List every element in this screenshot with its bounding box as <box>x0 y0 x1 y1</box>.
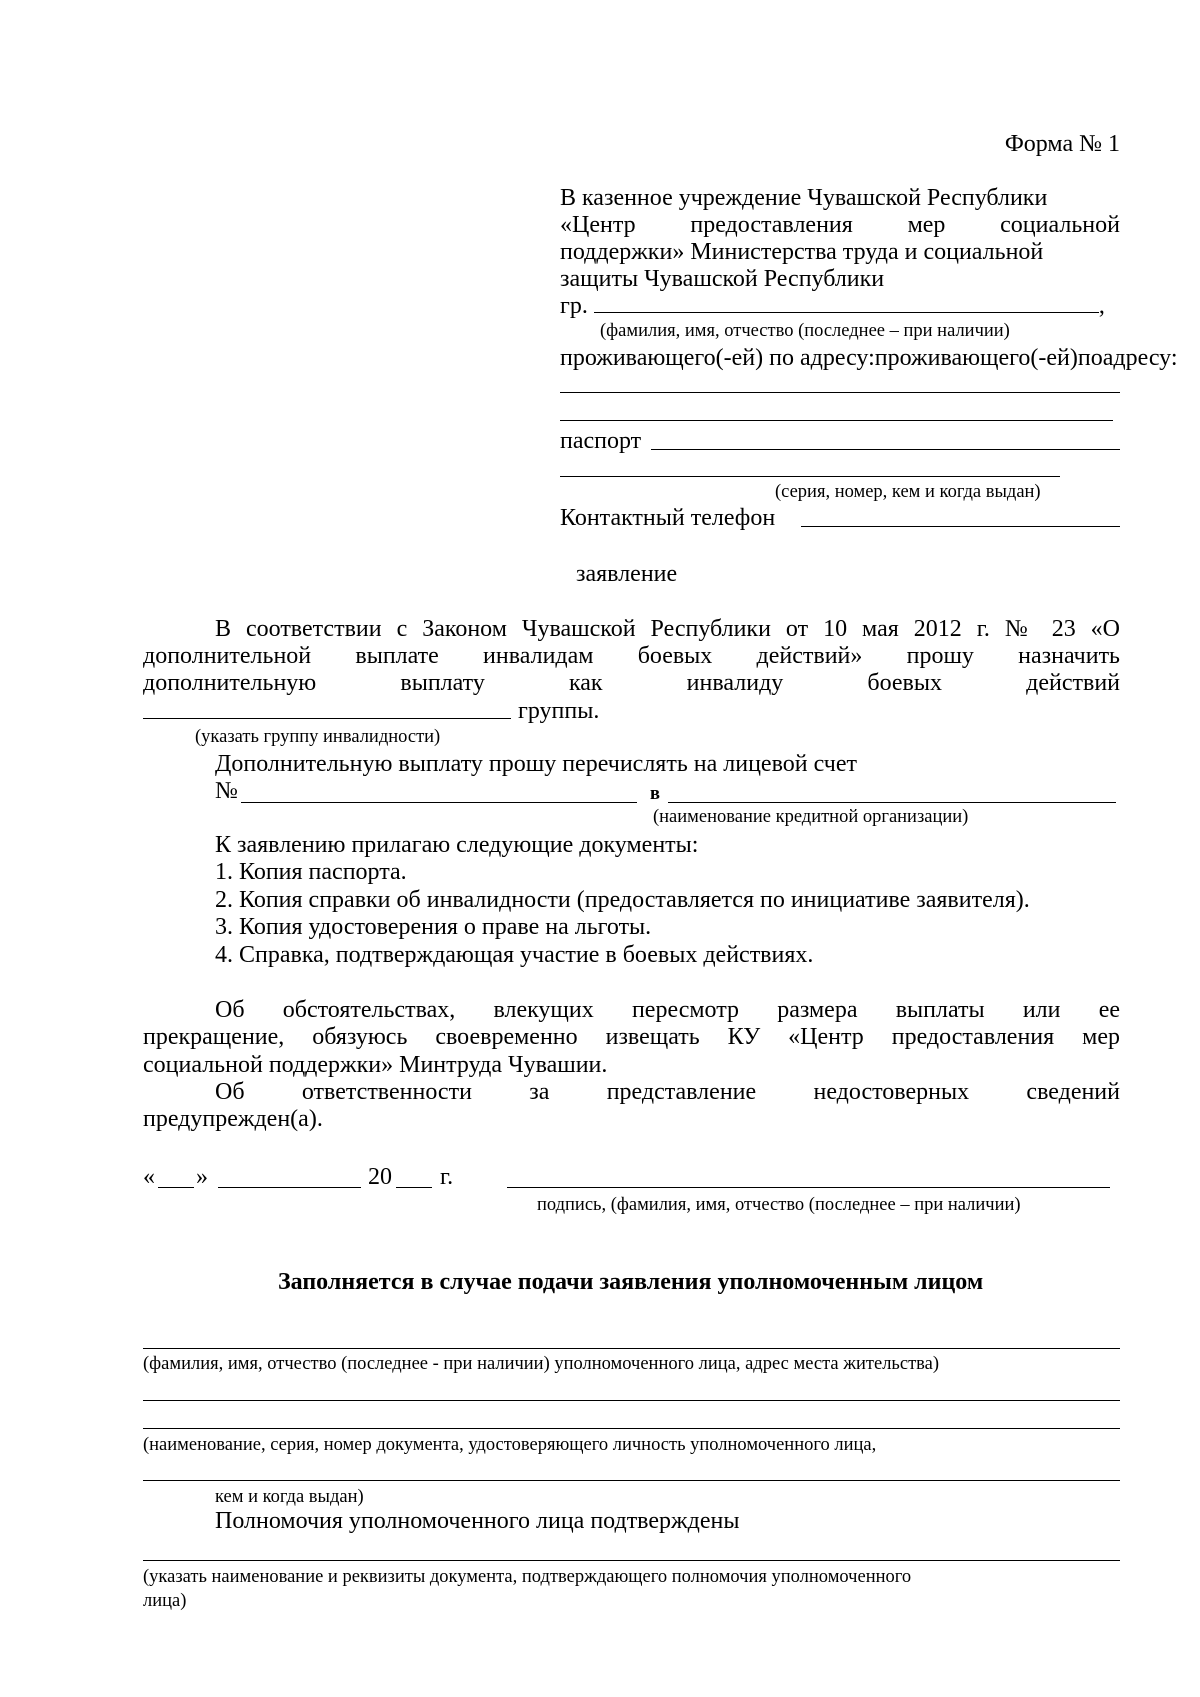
passport-field-line-2[interactable] <box>560 476 1060 477</box>
citizen-name-field[interactable] <box>594 292 1099 313</box>
proxy-hint-4-line-1: (указать наименование и реквизиты документа, подтверждающего полномочия уполномоченного <box>143 1567 912 1587</box>
form-number: Форма № 1 <box>1004 131 1120 157</box>
account-number-field[interactable] <box>241 802 637 803</box>
para1-line-3: дополнительную выплату как инвалиду боевых действий <box>143 670 1120 696</box>
attachment-item: 1. Копия паспорта. <box>215 859 407 885</box>
account-line: Дополнительную выплату прошу перечислять на лицевой счет <box>215 751 857 777</box>
word: по <box>1077 345 1103 371</box>
passport-line <box>560 427 1120 455</box>
signature-field[interactable] <box>507 1187 1110 1188</box>
passport-hint: (серия, номер, кем и когда выдан) <box>775 482 1041 502</box>
para1-line-1: В соответствии с Законом Чувашской Республики от 10 мая 2012 г. № 23 «О <box>215 616 1120 642</box>
date-century: 20 <box>368 1164 392 1190</box>
proxy-hint-1: (фамилия, имя, отчество (последнее - при наличии) уполномоченного лица, адрес места жительства) <box>143 1354 940 1374</box>
addressee-line-3: поддержки» Министерства труда и социальной <box>560 239 1044 265</box>
attachments-title: К заявлению прилагаю следующие документы: <box>215 832 699 858</box>
word: проживающего(-ей) <box>874 345 1078 371</box>
disability-group-field[interactable] <box>143 718 511 719</box>
proxy-hint-4-line-2: лица) <box>143 1591 187 1611</box>
phone-label: Контактный телефон <box>560 505 776 531</box>
citizen-suffix: , <box>1098 293 1105 319</box>
word: мер <box>907 212 946 238</box>
addressee-line-2 <box>560 211 1120 239</box>
address-field-line-1[interactable] <box>560 392 1120 393</box>
passport-field-line-1[interactable] <box>651 449 1120 450</box>
attachment-item: 4. Справка, подтверждающая участие в боевых действиях. <box>215 942 814 968</box>
bank-hint: (наименование кредитной организации) <box>653 807 969 827</box>
document-title: заявление <box>576 561 678 587</box>
phone-field-line[interactable] <box>801 526 1120 527</box>
date-open: « <box>143 1164 155 1190</box>
address-label <box>560 344 1178 372</box>
signature-hint: подпись, (фамилия, имя, отчество (последнее – при наличии) <box>537 1195 1021 1215</box>
proxy-heading: Заполняется в случае подачи заявления уполномоченным лицом <box>278 1269 984 1295</box>
proxy-authority: Полномочия уполномоченного лица подтверждены <box>215 1508 740 1534</box>
para1-line-2: дополнительной выплате инвалидам боевых действий» прошу назначить <box>143 643 1120 669</box>
proxy-hint-2: (наименование, серия, номер документа, удостоверяющего личность уполномоченного лица, <box>143 1435 877 1455</box>
date-year-field[interactable] <box>396 1187 432 1188</box>
addressee-line-1: В казенное учреждение Чувашской Республики <box>560 185 1048 211</box>
date-close: » <box>196 1164 208 1190</box>
para2-line-2: прекращение, обязуюсь своевременно извещать КУ «Центр предоставления мер <box>143 1024 1120 1050</box>
bank-name-field[interactable] <box>668 802 1116 803</box>
proxy-document-field[interactable] <box>143 1428 1120 1429</box>
proxy-address-field[interactable] <box>143 1400 1120 1401</box>
account-number-prefix: № <box>215 778 238 804</box>
addressee-line-4: защиты Чувашской Республики <box>560 266 885 292</box>
proxy-authority-field[interactable] <box>143 1560 1120 1561</box>
passport-label: паспорт <box>560 428 642 454</box>
proxy-name-field[interactable] <box>143 1348 1120 1349</box>
word: социальной <box>1000 212 1120 238</box>
word: адресу: <box>1102 345 1178 371</box>
word: «Центр <box>560 212 636 238</box>
attachment-item: 2. Копия справки об инвалидности (предоставляется по инициативе заявителя). <box>215 887 1030 913</box>
word: предоставления <box>690 212 853 238</box>
citizen-prefix: гр. <box>560 293 588 319</box>
date-month-field[interactable] <box>218 1187 361 1188</box>
citizen-line <box>560 292 1120 320</box>
para3-line-1: Об ответственности за представление недостоверных сведений <box>215 1079 1120 1105</box>
para3-line-2: предупрежден(а). <box>143 1106 323 1132</box>
group-hint: (указать группу инвалидности) <box>195 727 441 747</box>
para2-line-1: Об обстоятельствах, влекущих пересмотр размера выплаты или ее <box>215 997 1120 1023</box>
para2-line-3: социальной поддержки» Минтруда Чувашии. <box>143 1052 608 1078</box>
address-field-line-2[interactable] <box>560 420 1113 421</box>
group-suffix: группы. <box>518 698 600 724</box>
address-label-text: проживающего(-ей) по адресу: <box>560 345 875 371</box>
date-day-field[interactable] <box>158 1187 194 1188</box>
proxy-issued-field[interactable] <box>143 1480 1120 1481</box>
attachment-item: 3. Копия удостоверения о праве на льготы. <box>215 914 652 940</box>
phone-line <box>560 504 775 532</box>
proxy-hint-3: кем и когда выдан) <box>215 1487 364 1507</box>
account-in: в <box>650 784 660 804</box>
year-suffix: г. <box>440 1164 454 1190</box>
fio-hint: (фамилия, имя, отчество (последнее – при наличии) <box>600 321 1010 341</box>
